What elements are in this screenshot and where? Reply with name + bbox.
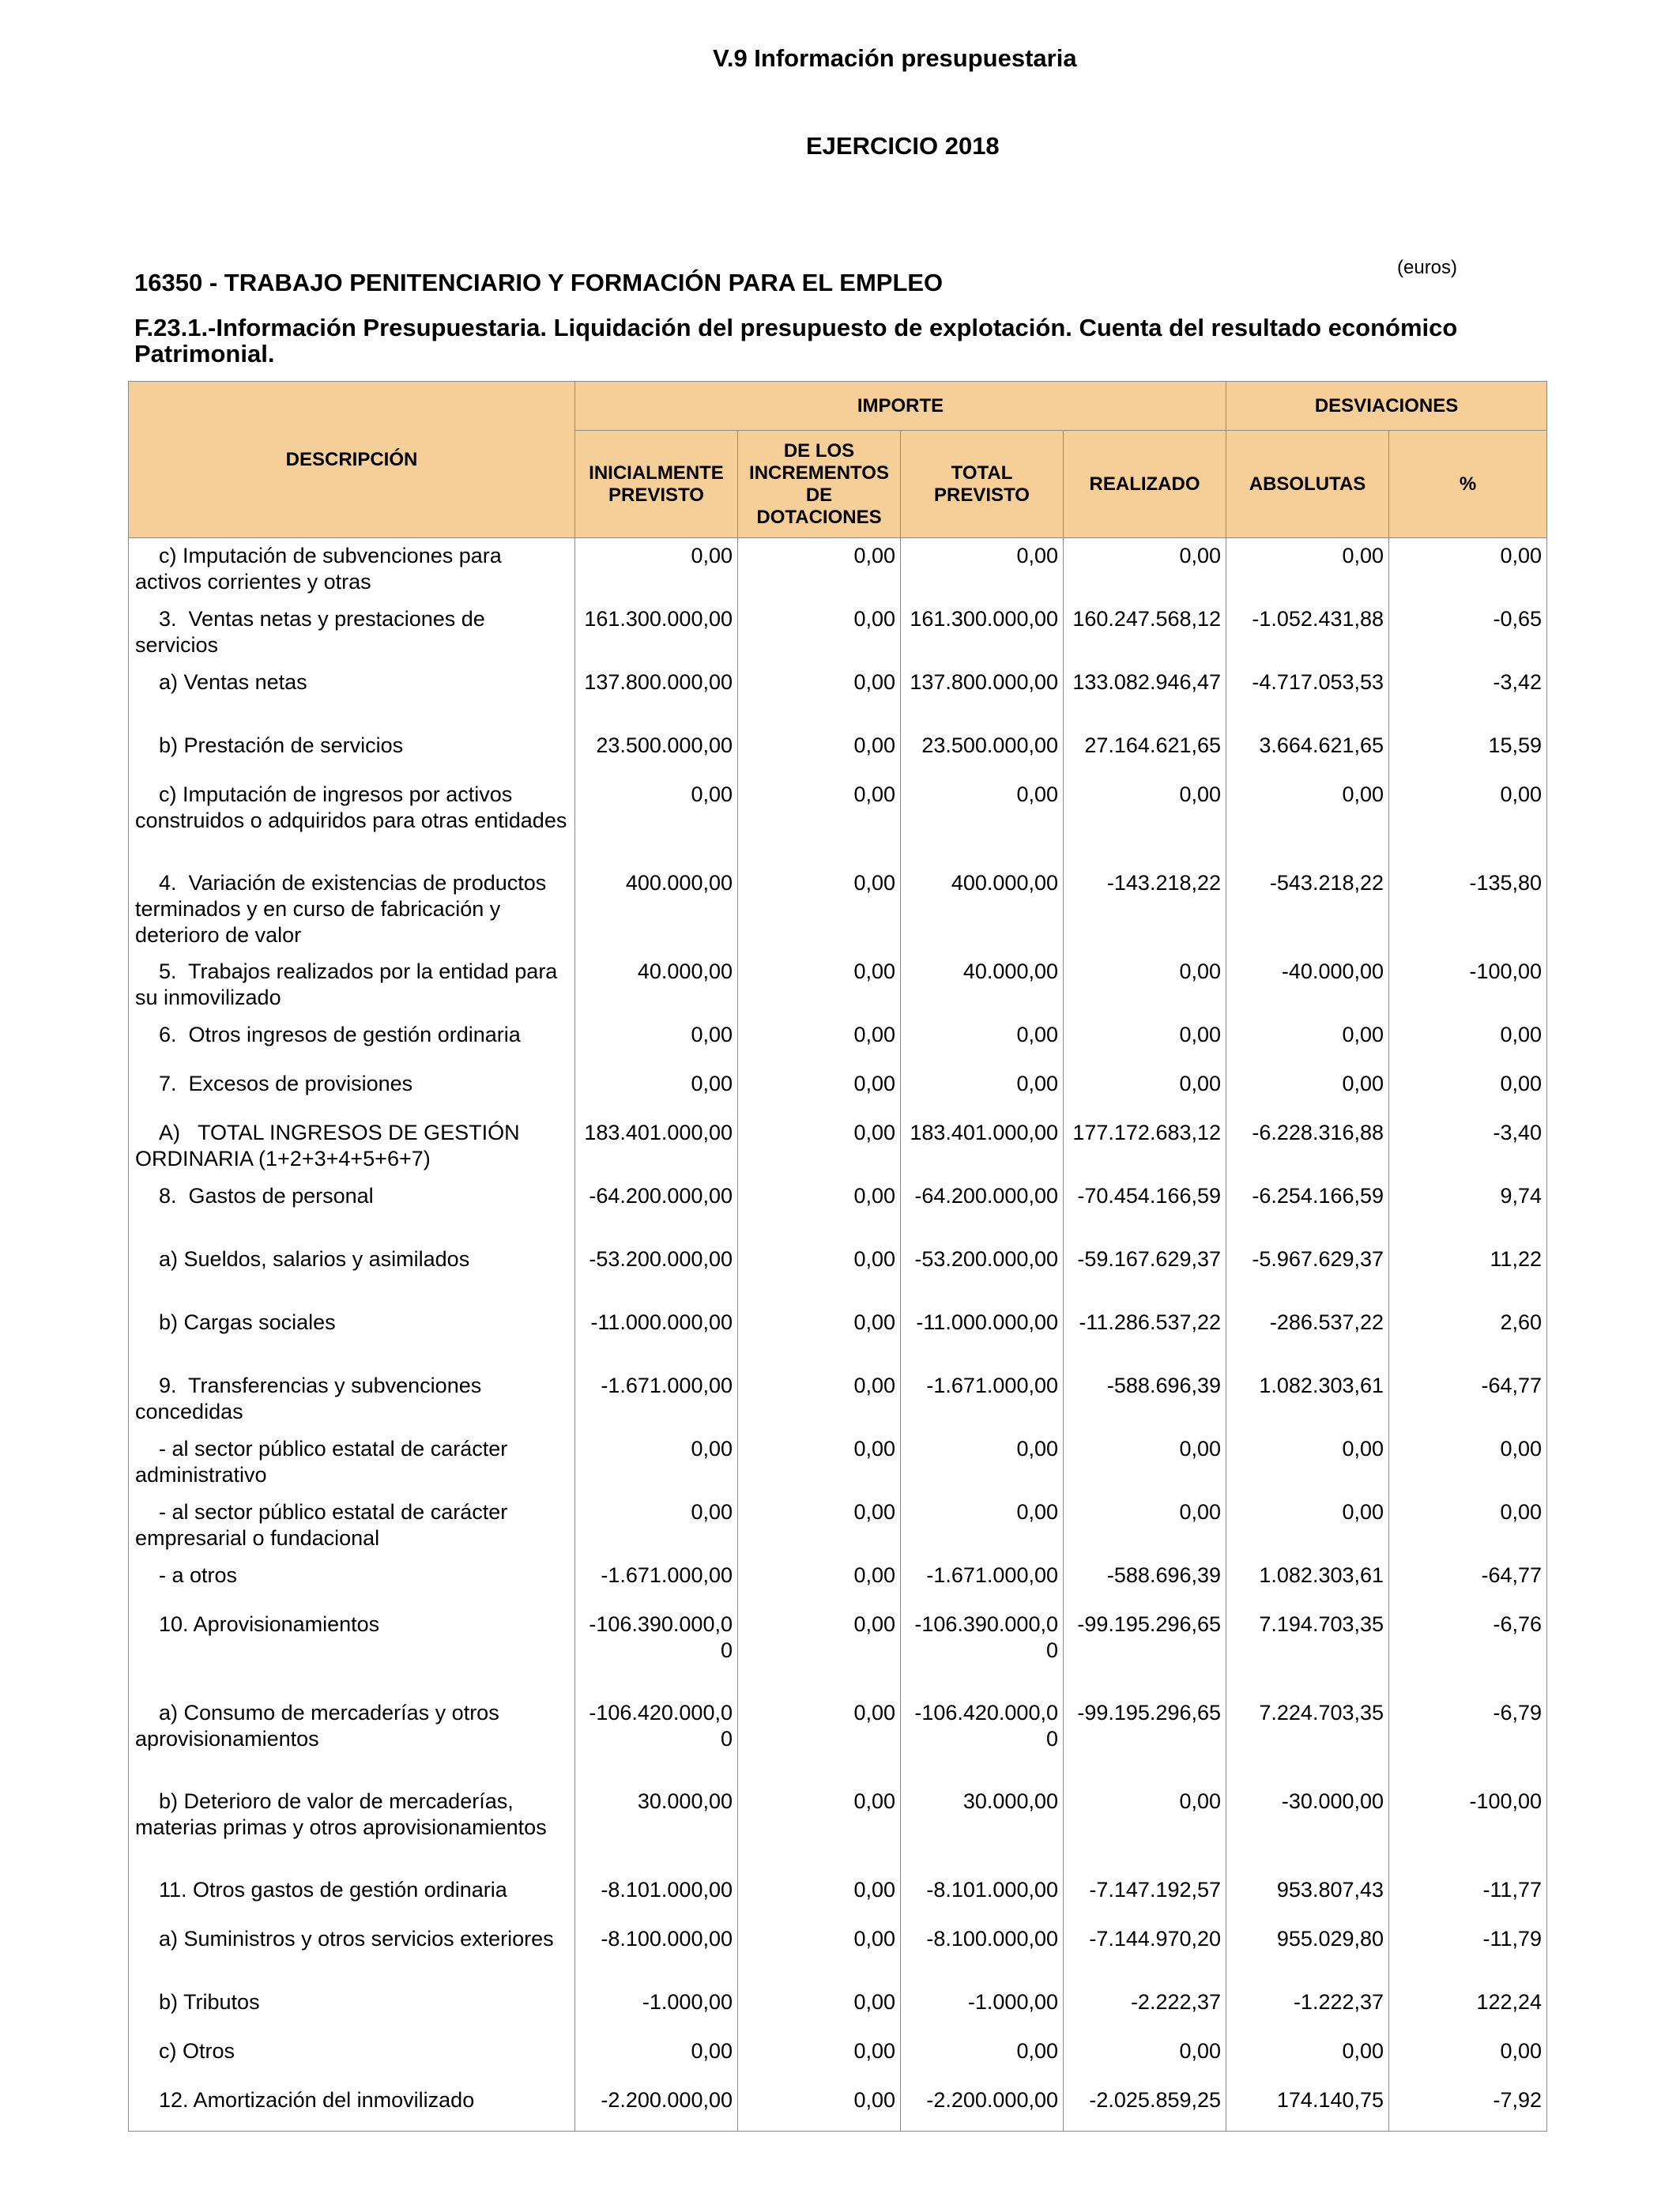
row-descripcion: 8. Gastos de personal — [129, 1178, 575, 1242]
row-inicialmente-previsto: -106.420.000,00 — [575, 1695, 738, 1784]
row-incrementos: 0,00 — [738, 728, 901, 777]
report-title: F.23.1.-Información Presupuestaria. Liquidación del presupuesto de explotación. Cuenta del resultado económico Patrimonial. — [134, 314, 1458, 368]
row-inicialmente-previsto: -1.671.000,00 — [575, 1368, 738, 1431]
table-row — [129, 2034, 1547, 2083]
row-porcentaje: -100,00 — [1389, 954, 1547, 1017]
row-total-previsto: -2.200.000,00 — [901, 2083, 1064, 2132]
row-descripcion: 11. Otros gastos de gestión ordinaria — [129, 1872, 575, 1921]
row-descripcion: b) Prestación de servicios — [129, 728, 575, 777]
row-inicialmente-previsto: -8.100.000,00 — [575, 1921, 738, 1985]
row-total-previsto: -8.101.000,00 — [901, 1872, 1064, 1921]
row-incrementos: 0,00 — [738, 954, 901, 1017]
table-row — [129, 1368, 1547, 1431]
row-inicialmente-previsto: 0,00 — [575, 777, 738, 865]
table-row — [129, 1985, 1547, 2034]
row-realizado: 0,00 — [1064, 1431, 1226, 1495]
row-inicialmente-previsto: -1.000,00 — [575, 1985, 738, 2034]
table-row — [129, 954, 1547, 1017]
row-absolutas: -6.228.316,88 — [1226, 1115, 1389, 1178]
row-total-previsto: 0,00 — [901, 1066, 1064, 1115]
row-descripcion: 3. Ventas netas y prestaciones de servicios — [129, 601, 575, 665]
row-realizado: -70.454.166,59 — [1064, 1178, 1226, 1242]
row-realizado: -99.195.296,65 — [1064, 1695, 1226, 1784]
budget-table — [128, 381, 1547, 2132]
row-realizado: -99.195.296,65 — [1064, 1607, 1226, 1695]
row-inicialmente-previsto: 137.800.000,00 — [575, 665, 738, 728]
row-porcentaje: -3,40 — [1389, 1115, 1547, 1178]
row-porcentaje: 9,74 — [1389, 1178, 1547, 1242]
table-row — [129, 777, 1547, 865]
row-descripcion: 6. Otros ingresos de gestión ordinaria — [129, 1017, 575, 1066]
row-inicialmente-previsto: 0,00 — [575, 1017, 738, 1066]
table-row — [129, 538, 1547, 601]
row-realizado: 0,00 — [1064, 1066, 1226, 1115]
header-incrementos: DE LOS INCREMENTOS DE DOTACIONES — [738, 431, 901, 538]
row-realizado: -59.167.629,37 — [1064, 1242, 1226, 1305]
row-descripcion: 4. Variación de existencias de productos terminados y en curso de fabricación y deterioro de valor — [129, 865, 575, 954]
table-row — [129, 1431, 1547, 1495]
row-total-previsto: -1.671.000,00 — [901, 1368, 1064, 1431]
row-absolutas: 0,00 — [1226, 1431, 1389, 1495]
row-realizado: 0,00 — [1064, 538, 1226, 601]
table-row — [129, 1695, 1547, 1784]
row-absolutas: 0,00 — [1226, 1495, 1389, 1558]
row-total-previsto: -1.671.000,00 — [901, 1558, 1064, 1607]
row-realizado: 0,00 — [1064, 954, 1226, 1017]
table-row — [129, 1017, 1547, 1066]
table-row — [129, 2083, 1547, 2132]
row-descripcion: - a otros — [129, 1558, 575, 1607]
row-total-previsto: 0,00 — [901, 1431, 1064, 1495]
row-porcentaje: 11,22 — [1389, 1242, 1547, 1305]
row-inicialmente-previsto: 23.500.000,00 — [575, 728, 738, 777]
row-inicialmente-previsto: -53.200.000,00 — [575, 1242, 738, 1305]
row-porcentaje: 0,00 — [1389, 538, 1547, 601]
row-total-previsto: 137.800.000,00 — [901, 665, 1064, 728]
units-label: (euros) — [1397, 257, 1458, 278]
row-incrementos: 0,00 — [738, 1431, 901, 1495]
row-total-previsto: -64.200.000,00 — [901, 1178, 1064, 1242]
row-incrementos: 0,00 — [738, 601, 901, 665]
row-total-previsto: -11.000.000,00 — [901, 1305, 1064, 1368]
row-realizado: 133.082.946,47 — [1064, 665, 1226, 728]
row-porcentaje: 15,59 — [1389, 728, 1547, 777]
row-porcentaje: -100,00 — [1389, 1784, 1547, 1872]
row-descripcion: - al sector público estatal de carácter empresarial o fundacional — [129, 1495, 575, 1558]
row-inicialmente-previsto: -64.200.000,00 — [575, 1178, 738, 1242]
table-row — [129, 1305, 1547, 1368]
row-absolutas: -4.717.053,53 — [1226, 665, 1389, 728]
header-absolutas: ABSOLUTAS — [1226, 431, 1389, 538]
row-realizado: -2.025.859,25 — [1064, 2083, 1226, 2132]
row-incrementos: 0,00 — [738, 665, 901, 728]
row-absolutas: -1.052.431,88 — [1226, 601, 1389, 665]
row-inicialmente-previsto: 0,00 — [575, 1431, 738, 1495]
row-total-previsto: 0,00 — [901, 1495, 1064, 1558]
row-incrementos: 0,00 — [738, 2083, 901, 2132]
row-porcentaje: -6,79 — [1389, 1695, 1547, 1784]
row-total-previsto: 183.401.000,00 — [901, 1115, 1064, 1178]
row-absolutas: -286.537,22 — [1226, 1305, 1389, 1368]
row-absolutas: 0,00 — [1226, 1017, 1389, 1066]
row-total-previsto: -8.100.000,00 — [901, 1921, 1064, 1985]
header-realizado: REALIZADO — [1064, 431, 1226, 538]
row-descripcion: A) TOTAL INGRESOS DE GESTIÓN ORDINARIA (1+2+3+4+5+6+7) — [129, 1115, 575, 1178]
row-absolutas: 0,00 — [1226, 1066, 1389, 1115]
row-incrementos: 0,00 — [738, 777, 901, 865]
row-inicialmente-previsto: 40.000,00 — [575, 954, 738, 1017]
row-descripcion: 5. Trabajos realizados por la entidad para su inmovilizado — [129, 954, 575, 1017]
row-descripcion: b) Deterioro de valor de mercaderías, materias primas y otros aprovisionamientos — [129, 1784, 575, 1872]
row-absolutas: -30.000,00 — [1226, 1784, 1389, 1872]
row-realizado: 0,00 — [1064, 777, 1226, 865]
row-total-previsto: 40.000,00 — [901, 954, 1064, 1017]
row-inicialmente-previsto: -106.390.000,00 — [575, 1607, 738, 1695]
row-porcentaje: -11,79 — [1389, 1921, 1547, 1985]
row-inicialmente-previsto: 30.000,00 — [575, 1784, 738, 1872]
row-realizado: -2.222,37 — [1064, 1985, 1226, 2034]
table-row — [129, 601, 1547, 665]
row-realizado: 160.247.568,12 — [1064, 601, 1226, 665]
row-descripcion: - al sector público estatal de carácter administrativo — [129, 1431, 575, 1495]
row-inicialmente-previsto: -11.000.000,00 — [575, 1305, 738, 1368]
row-total-previsto: -106.390.000,00 — [901, 1607, 1064, 1695]
row-incrementos: 0,00 — [738, 2034, 901, 2083]
row-realizado: 0,00 — [1064, 2034, 1226, 2083]
row-incrementos: 0,00 — [738, 1558, 901, 1607]
row-descripcion: 10. Aprovisionamientos — [129, 1607, 575, 1695]
row-porcentaje: 0,00 — [1389, 777, 1547, 865]
header-inicialmente-previsto: INICIALMENTE PREVISTO — [575, 431, 738, 538]
header-group-importe: IMPORTE — [575, 382, 1226, 431]
row-porcentaje: -3,42 — [1389, 665, 1547, 728]
header-total-previsto: TOTAL PREVISTO — [901, 431, 1064, 538]
fiscal-year-title: EJERCICIO 2018 — [806, 132, 1000, 160]
row-descripcion: c) Imputación de ingresos por activos construidos o adquiridos para otras entidades — [129, 777, 575, 865]
table-row — [129, 1178, 1547, 1242]
row-inicialmente-previsto: 0,00 — [575, 1495, 738, 1558]
row-realizado: -11.286.537,22 — [1064, 1305, 1226, 1368]
row-realizado: 0,00 — [1064, 1784, 1226, 1872]
table-row — [129, 1115, 1547, 1178]
table-row — [129, 728, 1547, 777]
row-porcentaje: -11,77 — [1389, 1872, 1547, 1921]
row-incrementos: 0,00 — [738, 1921, 901, 1985]
row-descripcion: 7. Excesos de provisiones — [129, 1066, 575, 1115]
row-realizado: -588.696,39 — [1064, 1558, 1226, 1607]
row-absolutas: 0,00 — [1226, 538, 1389, 601]
row-descripcion: b) Cargas sociales — [129, 1305, 575, 1368]
row-absolutas: -543.218,22 — [1226, 865, 1389, 954]
row-absolutas: 953.807,43 — [1226, 1872, 1389, 1921]
row-porcentaje: -7,92 — [1389, 2083, 1547, 2132]
row-realizado: -7.147.192,57 — [1064, 1872, 1226, 1921]
row-absolutas: -5.967.629,37 — [1226, 1242, 1389, 1305]
row-total-previsto: 30.000,00 — [901, 1784, 1064, 1872]
row-incrementos: 0,00 — [738, 1178, 901, 1242]
row-total-previsto: -1.000,00 — [901, 1985, 1064, 2034]
row-incrementos: 0,00 — [738, 1242, 901, 1305]
row-absolutas: 3.664.621,65 — [1226, 728, 1389, 777]
table-row — [129, 1558, 1547, 1607]
table-row — [129, 1242, 1547, 1305]
row-descripcion: c) Imputación de subvenciones para activos corrientes y otras — [129, 538, 575, 601]
row-realizado: 177.172.683,12 — [1064, 1115, 1226, 1178]
row-total-previsto: 0,00 — [901, 538, 1064, 601]
row-inicialmente-previsto: -8.101.000,00 — [575, 1872, 738, 1921]
row-inicialmente-previsto: -1.671.000,00 — [575, 1558, 738, 1607]
row-incrementos: 0,00 — [738, 1066, 901, 1115]
row-incrementos: 0,00 — [738, 1368, 901, 1431]
row-incrementos: 0,00 — [738, 1784, 901, 1872]
row-absolutas: 955.029,80 — [1226, 1921, 1389, 1985]
table-row — [129, 1066, 1547, 1115]
row-porcentaje: -0,65 — [1389, 601, 1547, 665]
header-descripcion: DESCRIPCIÓN — [129, 382, 575, 538]
row-incrementos: 0,00 — [738, 1985, 901, 2034]
row-inicialmente-previsto: 400.000,00 — [575, 865, 738, 954]
row-porcentaje: 0,00 — [1389, 2034, 1547, 2083]
row-descripcion: c) Otros — [129, 2034, 575, 2083]
row-porcentaje: -135,80 — [1389, 865, 1547, 954]
table-row — [129, 865, 1547, 954]
row-total-previsto: 0,00 — [901, 777, 1064, 865]
row-porcentaje: -6,76 — [1389, 1607, 1547, 1695]
row-porcentaje: -64,77 — [1389, 1368, 1547, 1431]
organism-title: 16350 - TRABAJO PENITENCIARIO Y FORMACIÓN PARA EL EMPLEO — [134, 269, 944, 296]
table-row — [129, 1607, 1547, 1695]
row-incrementos: 0,00 — [738, 865, 901, 954]
row-inicialmente-previsto: 183.401.000,00 — [575, 1115, 738, 1178]
row-incrementos: 0,00 — [738, 1607, 901, 1695]
row-total-previsto: 0,00 — [901, 1017, 1064, 1066]
row-porcentaje: 0,00 — [1389, 1495, 1547, 1558]
row-realizado: -7.144.970,20 — [1064, 1921, 1226, 1985]
row-descripcion: a) Consumo de mercaderías y otros aprovisionamientos — [129, 1695, 575, 1784]
section-title: V.9 Información presupuestaria — [713, 44, 1077, 72]
row-total-previsto: 400.000,00 — [901, 865, 1064, 954]
row-absolutas: 0,00 — [1226, 2034, 1389, 2083]
row-descripcion: 9. Transferencias y subvenciones concedidas — [129, 1368, 575, 1431]
row-absolutas: 174.140,75 — [1226, 2083, 1389, 2132]
header-group-desviaciones: DESVIACIONES — [1226, 382, 1547, 431]
row-incrementos: 0,00 — [738, 1495, 901, 1558]
table-row — [129, 665, 1547, 728]
row-absolutas: 7.224.703,35 — [1226, 1695, 1389, 1784]
row-incrementos: 0,00 — [738, 1115, 901, 1178]
row-realizado: -588.696,39 — [1064, 1368, 1226, 1431]
row-incrementos: 0,00 — [738, 538, 901, 601]
row-porcentaje: 0,00 — [1389, 1431, 1547, 1495]
row-descripcion: a) Ventas netas — [129, 665, 575, 728]
row-absolutas: 0,00 — [1226, 777, 1389, 865]
row-inicialmente-previsto: 0,00 — [575, 1066, 738, 1115]
row-realizado: 27.164.621,65 — [1064, 728, 1226, 777]
row-descripcion: b) Tributos — [129, 1985, 575, 2034]
row-descripcion: a) Suministros y otros servicios exteriores — [129, 1921, 575, 1985]
row-porcentaje: 2,60 — [1389, 1305, 1547, 1368]
row-incrementos: 0,00 — [738, 1017, 901, 1066]
row-realizado: 0,00 — [1064, 1017, 1226, 1066]
table-row — [129, 1495, 1547, 1558]
row-incrementos: 0,00 — [738, 1695, 901, 1784]
row-incrementos: 0,00 — [738, 1872, 901, 1921]
row-total-previsto: 161.300.000,00 — [901, 601, 1064, 665]
row-absolutas: 1.082.303,61 — [1226, 1558, 1389, 1607]
row-absolutas: -6.254.166,59 — [1226, 1178, 1389, 1242]
row-absolutas: -1.222,37 — [1226, 1985, 1389, 2034]
row-total-previsto: -106.420.000,00 — [901, 1695, 1064, 1784]
row-descripcion: 12. Amortización del inmovilizado — [129, 2083, 575, 2132]
row-descripcion: a) Sueldos, salarios y asimilados — [129, 1242, 575, 1305]
row-inicialmente-previsto: 161.300.000,00 — [575, 601, 738, 665]
row-total-previsto: 0,00 — [901, 2034, 1064, 2083]
row-absolutas: 7.194.703,35 — [1226, 1607, 1389, 1695]
table-row — [129, 1921, 1547, 1985]
row-incrementos: 0,00 — [738, 1305, 901, 1368]
table-row — [129, 1784, 1547, 1872]
row-porcentaje: -64,77 — [1389, 1558, 1547, 1607]
row-total-previsto: -53.200.000,00 — [901, 1242, 1064, 1305]
header-porcentaje: % — [1389, 431, 1547, 538]
row-porcentaje: 0,00 — [1389, 1017, 1547, 1066]
table-row — [129, 1872, 1547, 1921]
row-absolutas: 1.082.303,61 — [1226, 1368, 1389, 1431]
table-body — [129, 538, 1547, 2132]
row-realizado: -143.218,22 — [1064, 865, 1226, 954]
row-porcentaje: 0,00 — [1389, 1066, 1547, 1115]
row-inicialmente-previsto: 0,00 — [575, 538, 738, 601]
row-inicialmente-previsto: 0,00 — [575, 2034, 738, 2083]
row-absolutas: -40.000,00 — [1226, 954, 1389, 1017]
row-porcentaje: 122,24 — [1389, 1985, 1547, 2034]
row-total-previsto: 23.500.000,00 — [901, 728, 1064, 777]
row-inicialmente-previsto: -2.200.000,00 — [575, 2083, 738, 2132]
row-realizado: 0,00 — [1064, 1495, 1226, 1558]
